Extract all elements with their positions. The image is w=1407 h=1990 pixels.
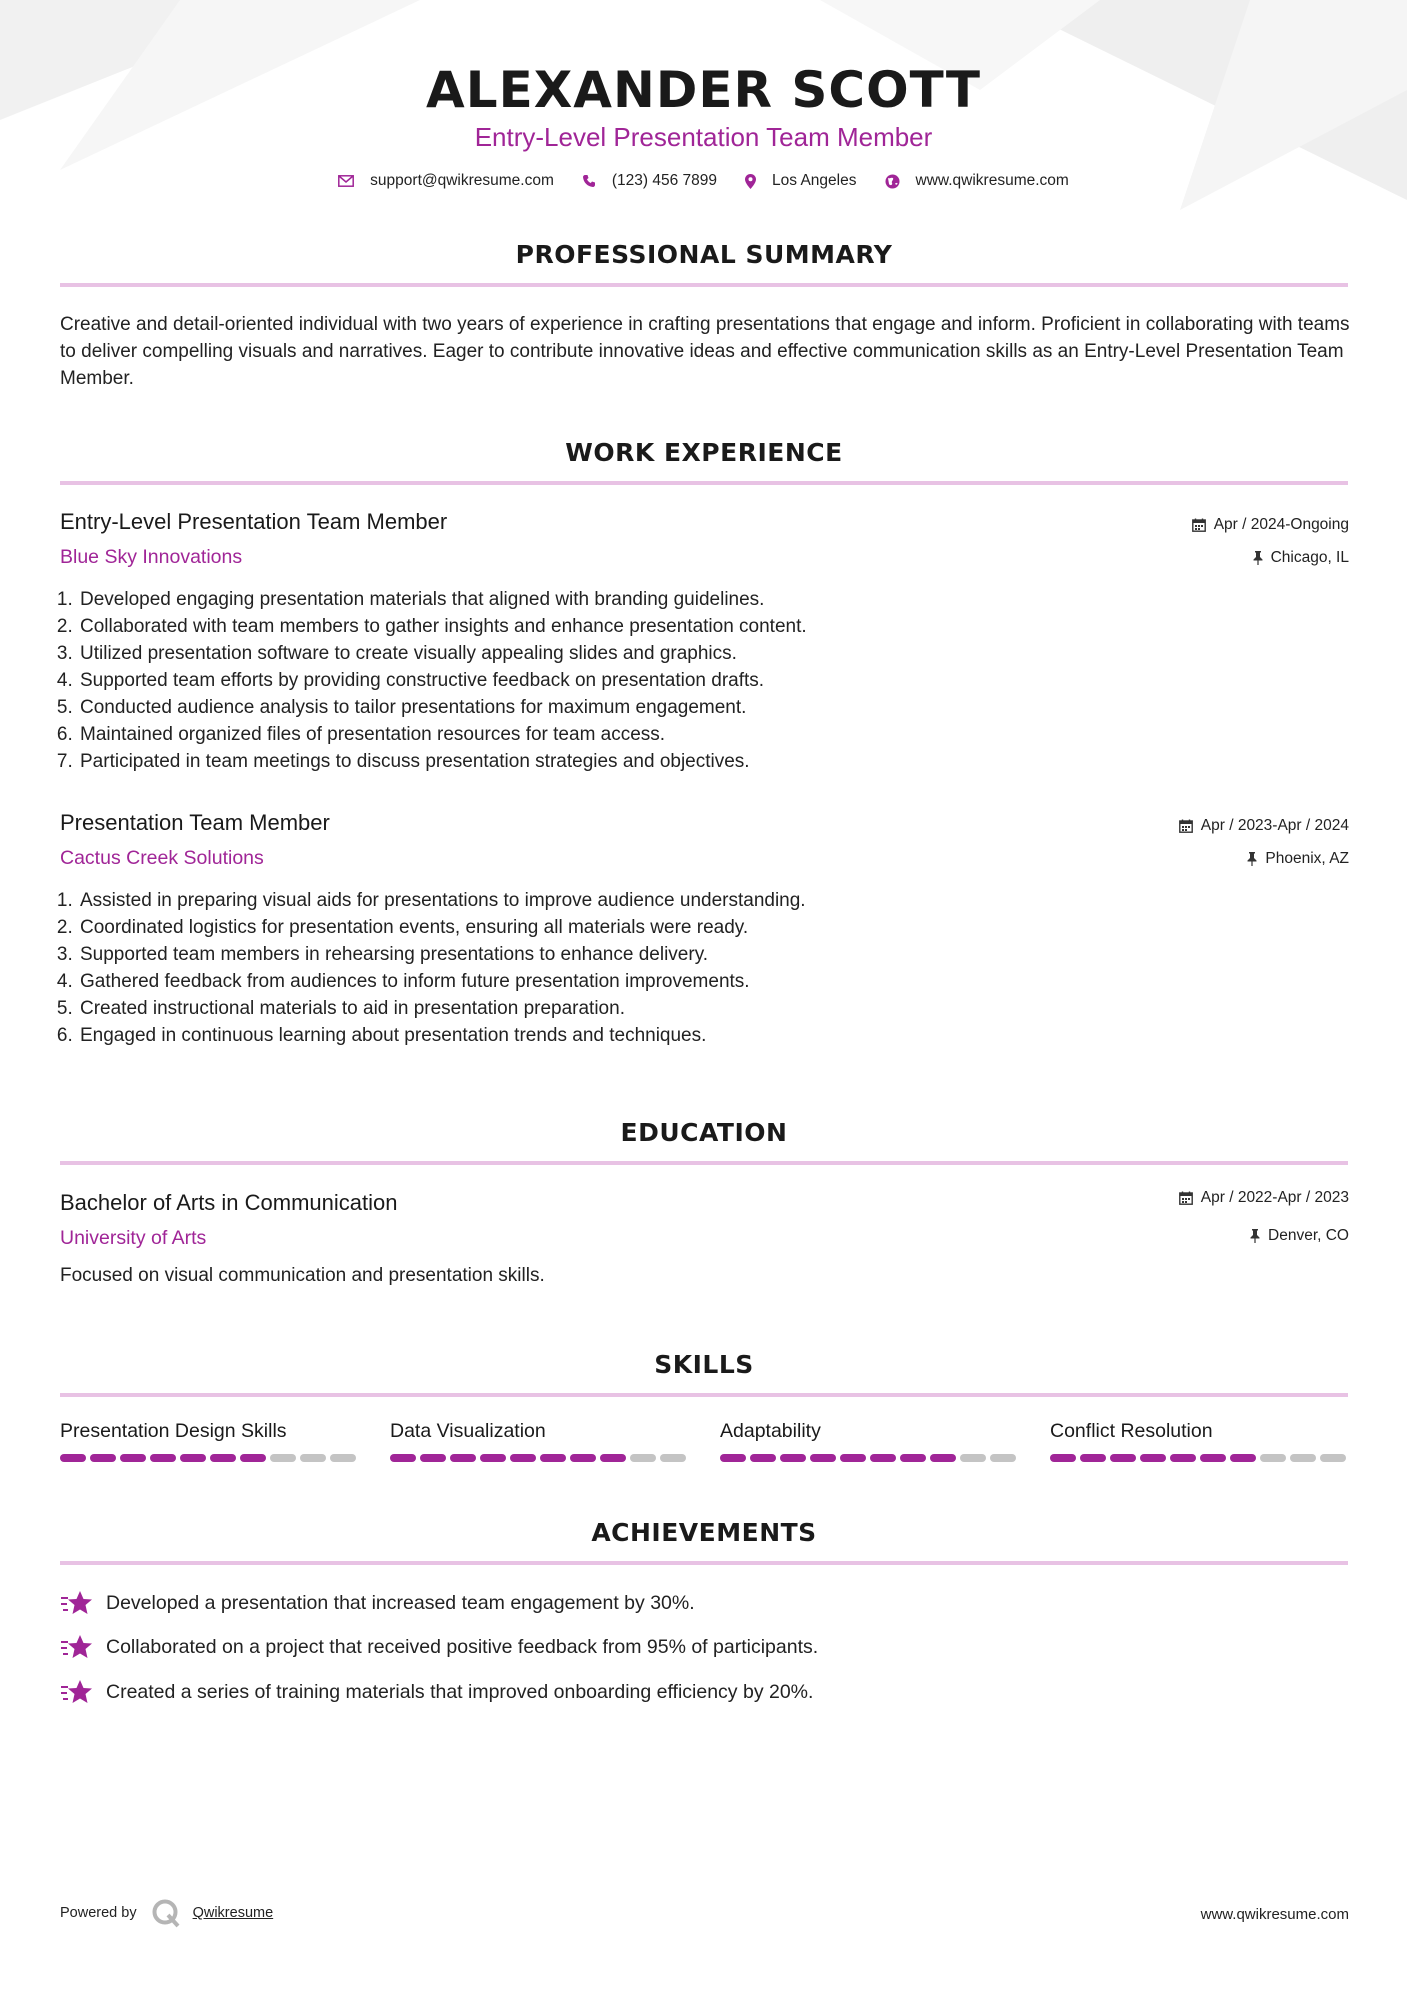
skill-segment-filled [930,1454,956,1462]
skill-segment-filled [780,1454,806,1462]
list-item: 1. Developed engaging presentation materials that aligned with branding guidelines. [78,586,1278,613]
skill-segment-empty [630,1454,656,1462]
list-item: 6. Engaged in continuous learning about presentation trends and techniques. [78,1022,1278,1049]
job-location [1247,850,1349,868]
list-item: 3. Supported team members in rehearsing presentations to enhance delivery. [78,941,1278,968]
skill-segment-filled [480,1454,506,1462]
skill-level-bar [390,1454,690,1462]
website-text: www.qwikresume.com [915,172,1069,189]
powered-by-label: Powered by [60,1905,137,1921]
skill-segment-empty [990,1454,1016,1462]
job-title: Entry-Level Presentation Team Member [60,509,448,534]
skill-segment-filled [420,1454,446,1462]
skill-segment-filled [60,1454,86,1462]
email-text: support@qwikresume.com [370,172,554,189]
qwikresume-link[interactable]: Qwikresume [192,1905,274,1921]
skill-segment-empty [1290,1454,1316,1462]
skill-segment-filled [840,1454,866,1462]
skill-item [390,1420,690,1462]
skill-name: Data Visualization [390,1420,546,1442]
skill-segment-empty [300,1454,326,1462]
skill-segment-filled [540,1454,566,1462]
skill-level-bar [720,1454,1020,1462]
achievement-item [60,1678,813,1706]
list-item: 2. Collaborated with team members to gather insights and enhance presentation content. [78,613,1278,640]
pushpin-icon [1247,852,1257,866]
list-item: 3. Utilized presentation software to create visually appealing slides and graphics. [78,640,1278,667]
calendar-icon [1179,1191,1193,1205]
calendar-icon [1192,518,1206,532]
contact-website[interactable] [885,172,1069,190]
skill-name: Conflict Resolution [1050,1420,1213,1442]
map-marker-icon [745,174,756,189]
job-dates [1192,516,1349,534]
achievement-item [60,1589,695,1617]
list-item: 5. Created instructional materials to aid in presentation preparation. [78,995,1278,1022]
phone-text: (123) 456 7899 [611,172,718,189]
list-item: 4. Supported team efforts by providing constructive feedback on presentation drafts. [78,667,1278,694]
job-responsibilities [55,887,1278,1049]
summary-text: Creative and detail-oriented individual with two years of experience in crafting presentations that engage and inform. Proficient in collaborating with teams to deliver compelling visuals and narratives. Eager to contribute innovative ideas and effective communication skills as an Entry-Level Presentation Team Member. [60,314,1350,389]
section-divider [60,283,1348,287]
star-icon [60,1633,94,1661]
skill-segment-empty [960,1454,986,1462]
section-divider [60,481,1348,485]
globe-icon [885,174,900,189]
skill-segment-empty [330,1454,356,1462]
candidate-name: ALEXANDER SCOTT [426,61,981,119]
job-dates-text: Apr / 2023-Apr / 2024 [1200,817,1349,834]
skill-segment-filled [870,1454,896,1462]
pushpin-icon [1253,551,1263,565]
company-name: Blue Sky Innovations [60,546,243,568]
degree-title: Bachelor of Arts in Communication [60,1190,398,1215]
section-divider [60,1393,1348,1397]
skill-segment-filled [600,1454,626,1462]
skill-segment-empty [270,1454,296,1462]
envelope-icon [338,175,354,187]
list-item: 7. Participated in team meetings to discuss presentation strategies and objectives. [78,748,1278,775]
job-title: Presentation Team Member [60,810,330,835]
section-title-education: EDUCATION [620,1118,788,1147]
skill-segment-filled [510,1454,536,1462]
skill-segment-filled [180,1454,206,1462]
job-location-text: Chicago, IL [1270,549,1349,566]
skill-segment-filled [240,1454,266,1462]
phone-icon [582,174,596,188]
achievement-text: Developed a presentation that increased team engagement by 30%. [106,1591,695,1614]
section-title-skills: SKILLS [654,1350,754,1379]
education-description: Focused on visual communication and presentation skills. [60,1265,545,1286]
skills-list [60,1420,1350,1462]
skill-segment-filled [390,1454,416,1462]
skill-segment-empty [660,1454,686,1462]
skill-segment-filled [750,1454,776,1462]
skill-segment-filled [1110,1454,1136,1462]
job-location-text: Phoenix, AZ [1265,850,1349,867]
list-item: 4. Gathered feedback from audiences to inform future presentation improvements. [78,968,1278,995]
section-title-summary: PROFESSIONAL SUMMARY [515,240,893,269]
school-name: University of Arts [60,1227,207,1249]
skill-segment-empty [1320,1454,1346,1462]
skill-segment-filled [1050,1454,1076,1462]
skill-segment-filled [90,1454,116,1462]
skill-segment-filled [120,1454,146,1462]
achievement-item [60,1633,818,1661]
qwikresume-logo-icon [151,1898,181,1928]
footer-powered-by [60,1898,273,1928]
job-responsibilities [55,586,1278,775]
skill-segment-empty [1260,1454,1286,1462]
skill-level-bar [1050,1454,1350,1462]
skill-level-bar [60,1454,360,1462]
contact-phone[interactable] [582,172,717,190]
skill-name: Presentation Design Skills [60,1420,287,1442]
list-item: 2. Coordinated logistics for presentation events, ensuring all materials were ready. [78,914,1278,941]
skill-segment-filled [1230,1454,1256,1462]
section-title-achievements: ACHIEVEMENTS [591,1518,817,1547]
skill-segment-filled [1170,1454,1196,1462]
company-name: Cactus Creek Solutions [60,847,264,869]
skill-item [720,1420,1020,1462]
skill-segment-filled [450,1454,476,1462]
contact-location [745,172,856,190]
achievement-text: Collaborated on a project that received positive feedback from 95% of participants. [106,1635,819,1658]
calendar-icon [1179,819,1193,833]
job-dates-text: Apr / 2024-Ongoing [1213,516,1349,533]
job-location [1253,549,1349,567]
education-dates-text: Apr / 2022-Apr / 2023 [1200,1189,1349,1206]
contact-row [0,172,1407,190]
contact-email[interactable] [338,172,554,190]
skill-segment-filled [900,1454,926,1462]
section-divider [60,1561,1348,1565]
footer-website[interactable]: www.qwikresume.com [1200,1906,1349,1923]
location-text: Los Angeles [772,172,857,189]
achievement-text: Created a series of training materials that improved onboarding efficiency by 20%. [106,1680,814,1703]
pushpin-icon [1250,1229,1260,1243]
candidate-title: Entry-Level Presentation Team Member [474,122,933,152]
skill-segment-filled [150,1454,176,1462]
education-location [1250,1227,1349,1245]
star-icon [60,1589,94,1617]
skill-segment-filled [1140,1454,1166,1462]
skill-segment-filled [1200,1454,1226,1462]
skill-segment-filled [720,1454,746,1462]
skill-segment-filled [570,1454,596,1462]
skill-name: Adaptability [720,1420,821,1442]
education-location-text: Denver, CO [1268,1227,1349,1244]
skill-segment-filled [210,1454,236,1462]
list-item: 6. Maintained organized files of presentation resources for team access. [78,721,1278,748]
job-dates [1179,817,1349,835]
list-item: 5. Conducted audience analysis to tailor presentations for maximum engagement. [78,694,1278,721]
education-dates [1179,1189,1349,1207]
skill-segment-filled [1080,1454,1106,1462]
list-item: 1. Assisted in preparing visual aids for presentations to improve audience understanding. [78,887,1278,914]
star-icon [60,1678,94,1706]
section-divider [60,1161,1348,1165]
skill-item [1050,1420,1350,1462]
skill-segment-filled [810,1454,836,1462]
skill-item [60,1420,360,1462]
section-title-experience: WORK EXPERIENCE [565,438,843,467]
